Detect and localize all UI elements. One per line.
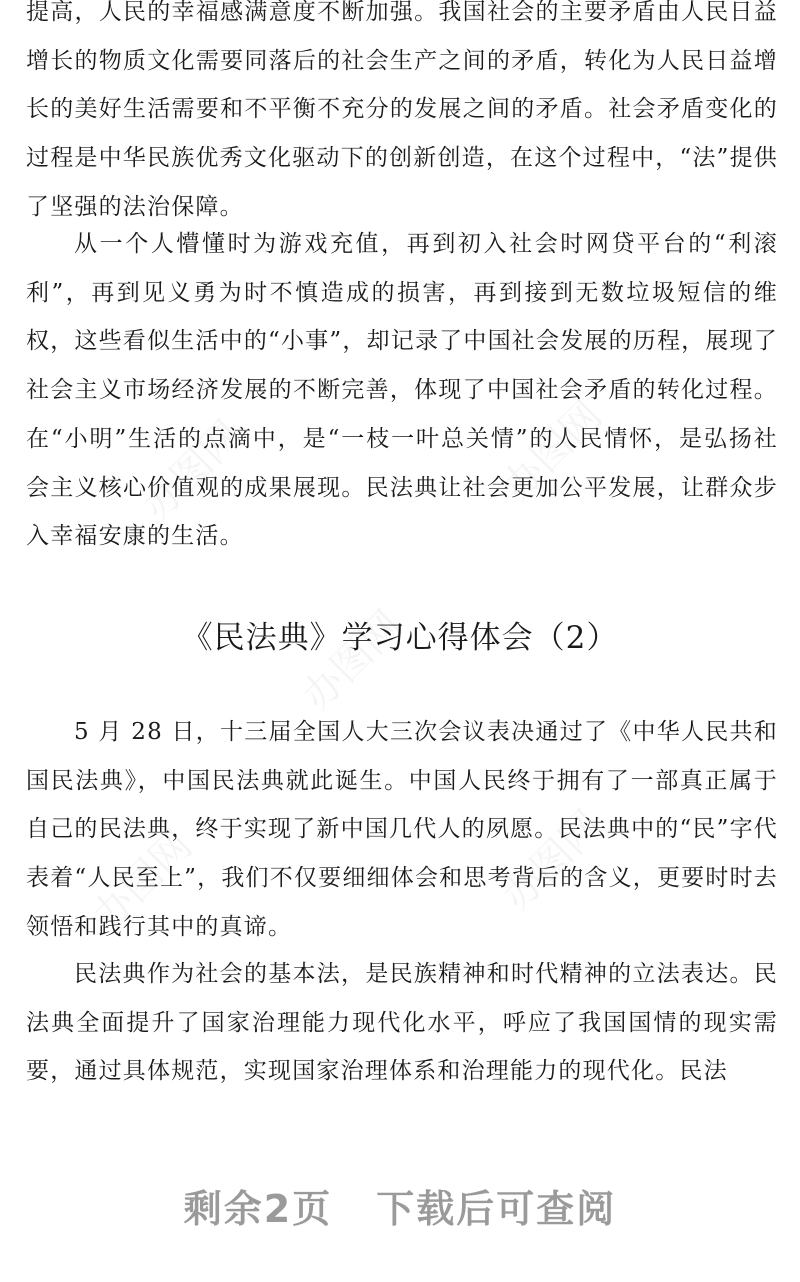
body-paragraph: 5 月 28 日，十三届全国人大三次会议表决通过了《中华人民共和国民法典》，中国民法典就此诞生。中国人民终于拥有了一部真正属于自己的民法典，终于实现了新中国几代人的夙愿。民法典中的“民”字代表着“人民至上”，我们不仅要细细体会和思考背后的含义，更要时时去领悟和践行其中的真谛。 — [26, 719, 778, 940]
body-paragraph: 民法典作为社会的基本法，是民族精神和时代精神的立法表达。民法典全面提升了国家治理能力现代化水平，呼应了我国国情的现实需要，通过具体规范，实现国家治理体系和治理能力的现代化。民法 — [26, 961, 778, 1085]
body-paragraph: 从一个人懵懂时为游戏充值，再到初入社会时网贷平台的“利滚利”，再到见义勇为时不慎造成的损害，再到接到无数垃圾短信的维权，这些看似生活中的“小事”，却记录了中国社会发展的历程，展现了社会主义市场经济发展的不断完善，体现了中国社会矛盾的转化过程。在“小明”生活的点滴中，是“一枝一叶总关情”的人民情怀，是弘扬社会主义核心价值观的成果展现。民法典让社会更加公平发展，让群众步入幸福安康的生活。 — [26, 231, 778, 550]
download-prompt-link[interactable]: 下载后可查阅 — [376, 1187, 617, 1231]
section-title: 《民法典》学习心得体会（2） — [181, 620, 619, 656]
remaining-pages-label: 剩余2页 — [183, 1187, 333, 1231]
body-paragraph: 提高，人民的幸福感满意度不断加强。我国社会的主要矛盾由人民日益增长的物质文化需要同落后的社会生产之间的矛盾，转化为人民日益增长的美好生活需要和不平衡不充分的发展之间的矛盾。社会矛盾变化的过程是中华民族优秀文化驱动下的创新创造，在这个过程中，“法”提供了坚强的法治保障。 — [26, 0, 778, 220]
download-banner[interactable] — [0, 1178, 800, 1233]
